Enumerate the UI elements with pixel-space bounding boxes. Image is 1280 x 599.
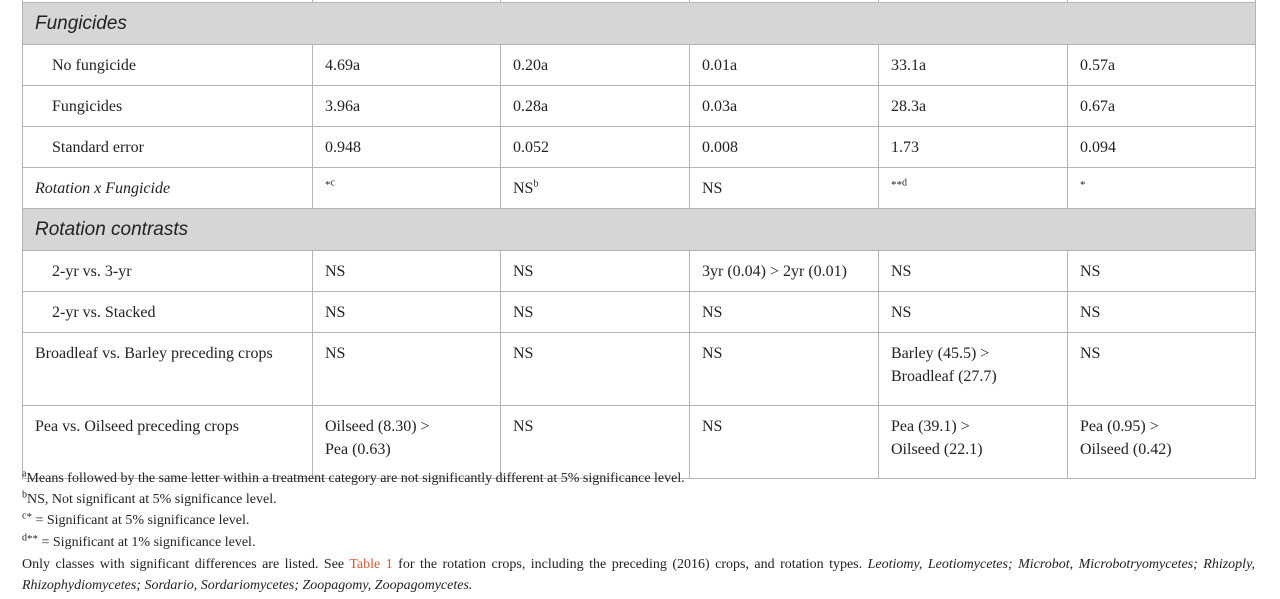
footnote-ref: c bbox=[330, 177, 335, 189]
table-cell: NS bbox=[690, 292, 879, 333]
row-label: Standard error bbox=[23, 127, 313, 168]
footnote-ref: d bbox=[902, 177, 907, 189]
table-cell: NS bbox=[501, 251, 690, 292]
cell-text: NS bbox=[513, 179, 534, 197]
table-cell: 1.73 bbox=[879, 127, 1068, 168]
table-cell bbox=[1068, 168, 1256, 209]
table-cell: 0.03a bbox=[690, 86, 879, 127]
table-cell bbox=[879, 333, 1068, 406]
section-header-rotation-contrasts bbox=[23, 209, 1256, 251]
table-cell: 4.69a bbox=[313, 45, 501, 86]
table-cell: 0.052 bbox=[501, 127, 690, 168]
cell-line: NS bbox=[325, 345, 346, 362]
significance-marker: * bbox=[1080, 178, 1086, 191]
significance-marker: * bbox=[26, 511, 32, 523]
table-cell: 0.20a bbox=[501, 45, 690, 86]
table-1-link[interactable]: Table 1 bbox=[349, 557, 393, 572]
table-row bbox=[23, 333, 1256, 406]
table-row-interaction bbox=[23, 168, 1256, 209]
cell-line: NS bbox=[702, 418, 723, 435]
cell-line: NS bbox=[513, 418, 534, 435]
cell-line: Oilseed (0.42) bbox=[1080, 441, 1172, 458]
table-row bbox=[23, 251, 1256, 292]
cell-line: NS bbox=[702, 345, 723, 362]
table-cell: NS bbox=[1068, 292, 1256, 333]
table-row bbox=[23, 292, 1256, 333]
cell-line: Barley (45.5) > bbox=[891, 345, 990, 362]
table-cell: 0.28a bbox=[501, 86, 690, 127]
table-cell bbox=[690, 333, 879, 406]
table-cell bbox=[501, 333, 690, 406]
row-label: 2-yr vs. 3-yr bbox=[23, 251, 313, 292]
row-label: 2-yr vs. Stacked bbox=[23, 292, 313, 333]
section-title: Fungicides bbox=[23, 3, 1256, 45]
table-cell: 0.67a bbox=[1068, 86, 1256, 127]
cell-line: NS bbox=[513, 345, 534, 362]
table-cell bbox=[879, 168, 1068, 209]
cell-line: Pea (0.63) bbox=[325, 441, 391, 458]
footnote-text: = Significant at 1% significance level. bbox=[38, 535, 256, 550]
table-cell: 0.094 bbox=[1068, 127, 1256, 168]
table-cell: 0.008 bbox=[690, 127, 879, 168]
table-cell: NS bbox=[313, 292, 501, 333]
cell-line: Oilseed (22.1) bbox=[891, 441, 983, 458]
table-cell bbox=[313, 333, 501, 406]
footnote-marker: d bbox=[22, 532, 27, 544]
table-cell bbox=[690, 168, 879, 209]
footnote-d bbox=[22, 532, 1255, 554]
table-cell: NS bbox=[501, 292, 690, 333]
footnote-b bbox=[22, 489, 1255, 510]
table-cell: 0.948 bbox=[313, 127, 501, 168]
table-row bbox=[23, 45, 1256, 86]
table-cell: NS bbox=[879, 251, 1068, 292]
footnote-ref: b bbox=[533, 178, 539, 190]
footnote-a bbox=[22, 468, 1255, 489]
footnote-marker: b bbox=[22, 489, 27, 501]
section-title: Rotation contrasts bbox=[23, 209, 1256, 251]
abbreviations-text: Leotiomy, Leotiomycetes; Microbot, Microbotryomycetes; Rhizoply, Rhizophydiomycetes; Sordario, Sordariomycetes; Zoopagomy, Zoopagomycetes. bbox=[22, 557, 1256, 593]
table-cell: 33.1a bbox=[879, 45, 1068, 86]
section-header-fungicides bbox=[23, 3, 1256, 45]
cell-line: Broadleaf (27.7) bbox=[891, 368, 997, 385]
cell-line: Oilseed (8.30) > bbox=[325, 418, 430, 435]
table-cell bbox=[501, 168, 690, 209]
table-cell bbox=[1068, 333, 1256, 406]
table-cell: 0.57a bbox=[1068, 45, 1256, 86]
table-cell: 3.96a bbox=[313, 86, 501, 127]
table-cell: 3yr (0.04) > 2yr (0.01) bbox=[690, 251, 879, 292]
table-cell: NS bbox=[879, 292, 1068, 333]
significance-marker: * bbox=[325, 178, 331, 191]
row-label: Broadleaf vs. Barley preceding crops bbox=[23, 333, 313, 406]
table-cell: 28.3a bbox=[879, 86, 1068, 127]
table-cell: NS bbox=[1068, 251, 1256, 292]
row-label: No fungicide bbox=[23, 45, 313, 86]
note-text: for the rotation crops, including the preceding (2016) crops, and rotation types. bbox=[392, 557, 868, 572]
cell-line: Pea (39.1) > bbox=[891, 418, 970, 435]
footnote-c bbox=[22, 510, 1255, 532]
footnote-marker: a bbox=[22, 468, 27, 480]
table-cell: 0.01a bbox=[690, 45, 879, 86]
table-footnotes bbox=[22, 468, 1255, 596]
footnote-text: NS, Not significant at 5% significance level. bbox=[27, 492, 277, 507]
table-row bbox=[23, 127, 1256, 168]
row-label: Fungicides bbox=[23, 86, 313, 127]
note-text: Only classes with significant differences are listed. See bbox=[22, 557, 350, 572]
table-cell bbox=[313, 168, 501, 209]
results-table bbox=[22, 0, 1256, 479]
cell-text: NS bbox=[702, 179, 723, 197]
significance-marker: ** bbox=[891, 178, 902, 191]
footnote-text: Means followed by the same letter within a treatment category are not significantly different at 5% significance level. bbox=[26, 471, 685, 486]
footnote-note bbox=[22, 554, 1255, 596]
cell-line: Pea (0.95) > bbox=[1080, 418, 1159, 435]
significance-marker: ** bbox=[27, 533, 38, 545]
row-label: Rotation x Fungicide bbox=[23, 168, 313, 209]
footnote-text: = Significant at 5% significance level. bbox=[31, 513, 250, 528]
cell-line: NS bbox=[1080, 345, 1101, 362]
table-cell: NS bbox=[313, 251, 501, 292]
row-label: Pea vs. Oilseed preceding crops bbox=[23, 406, 313, 479]
table-row bbox=[23, 86, 1256, 127]
footnote-marker: c bbox=[22, 510, 27, 522]
